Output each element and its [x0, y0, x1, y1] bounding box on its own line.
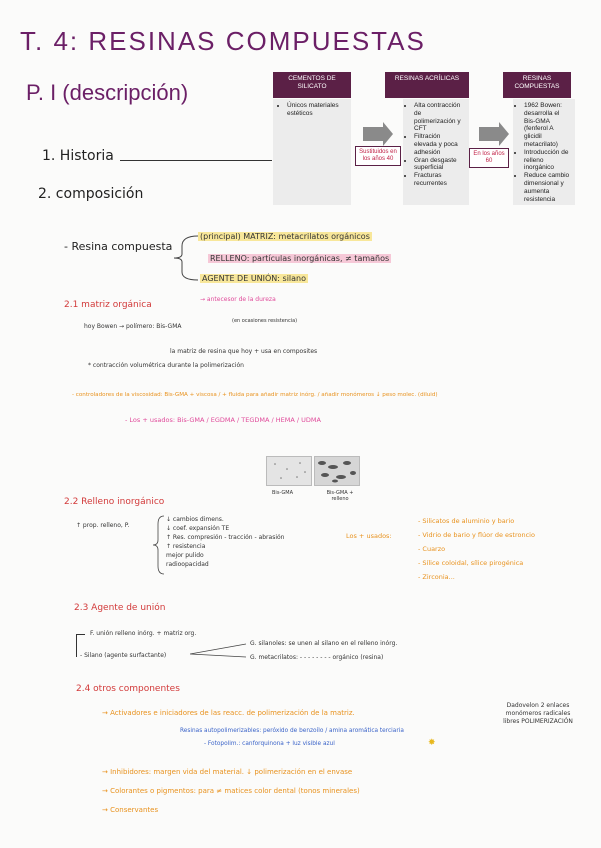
used-label: Los + usados: — [346, 532, 392, 540]
part-title: P. I (descripción) — [26, 80, 189, 105]
list-item: • Gran desgaste superficial — [414, 157, 464, 173]
image-caption: Bis-GMA — [272, 490, 294, 496]
note: (en ocasiones resistencia) — [232, 318, 298, 324]
page-title: T. 4: RESINAS COMPUESTAS — [20, 26, 426, 56]
table-col-compuestas — [513, 99, 575, 205]
list-item: • Filtración elevada y poca adhesión — [414, 133, 464, 156]
text-line: - controladores de la viscosidad: Bis-GMA + viscosa / + fluida para añadir matriz inórg. / añadir monómeros ↓ peso molec. (diluid) — [72, 392, 438, 398]
used-list — [418, 514, 535, 584]
text-line: la matriz de resina que hoy + usa en composites — [170, 348, 318, 355]
image-caption: Bis-GMA + relleno — [326, 490, 354, 502]
text-line: - Fotopolim.: canforquinona + luz visible azul — [204, 741, 335, 747]
light-icon: ✸ — [428, 738, 436, 748]
table-header-compuestas: RESINAS COMPUESTAS — [503, 72, 571, 98]
text-line: hoy Bowen → polímero: Bis-GMA — [84, 323, 182, 330]
list-item: • 1962 Bowen: desarrolla el Bis-GMA (fenferol A glicidil metacrilato) — [524, 102, 570, 149]
text-line: Resinas autopolimerizables: peróxido de benzoílo / amina aromática terciaria — [180, 728, 404, 734]
text-line: - Silano (agente surfactante) — [80, 652, 167, 659]
history-table — [273, 70, 579, 206]
list-item: - Vidrio de bario y flúor de estroncio — [418, 531, 535, 539]
list-item: - Silicatos de aluminio y bario — [418, 517, 515, 525]
list-item: • Alta contracción de polimerización y CFT — [414, 102, 464, 133]
text-line: - Los + usados: Bis-GMA / EGDMA / TEGDMA / HEMA / UDMA — [125, 416, 321, 424]
list-item: ↑ Res. compresión - tracción - abrasión — [166, 534, 285, 541]
composition-root: - Resina compuesta — [64, 240, 173, 253]
underline — [120, 160, 272, 161]
branch-relleno: RELLENO: partículas inorgánicas, ≠ tamaños — [210, 254, 390, 263]
heading-2-1: 2.1 matriz orgánica — [64, 300, 152, 310]
table-col-acrilicas — [403, 99, 469, 205]
heading-2-2: 2.2 Relleno inorgánico — [64, 497, 165, 507]
list-item: - Cuarzo — [418, 545, 446, 553]
list-item: ↓ coef. expansión TE — [166, 525, 230, 532]
branch-agente: AGENTE DE UNIÓN: silano — [202, 274, 307, 283]
list-item: ↑ resistencia — [166, 543, 206, 550]
microstructure-filled-image — [314, 456, 360, 486]
table-header-silicato: CEMENTOS DE SILICATO — [273, 72, 351, 98]
list-item: - Zirconia... — [418, 573, 455, 581]
relleno-effects-list — [166, 515, 284, 569]
microstructure-image — [266, 456, 312, 486]
index-composicion: 2. composición — [38, 186, 144, 202]
text-line: F. unión relleno inórg. + matriz org. — [90, 630, 197, 637]
arrow-icon — [363, 127, 383, 141]
list-item: ↓ cambios dimens. — [166, 516, 224, 523]
note: → antecesor de la dureza — [200, 296, 276, 303]
note: Dadovelon 2 enlaces monómeros radicales libres POLIMERIZACIÓN — [503, 702, 573, 725]
list-item: • Introducción de relleno inorgánico — [524, 149, 570, 172]
branch-matriz: (principal) MATRIZ: metacrilatos orgánicos — [200, 232, 370, 241]
list-item: • Únicos materiales estéticos — [287, 102, 346, 118]
arrow-icon — [479, 127, 499, 141]
text-line: → Activadores e iniciadores de las reacc. de polimerización de la matriz. — [102, 709, 355, 717]
text-line: → Colorantes o pigmentos: para ≠ matices color dental (tonos minerales) — [102, 787, 360, 795]
transition-box: Sustituidos en los años 40 — [355, 146, 401, 166]
table-col-silicato — [273, 99, 351, 205]
text-line: ↑ prop. relleno, P. — [76, 522, 130, 529]
brace-icon — [170, 232, 200, 284]
text-line: * contracción volumétrica durante la polimerización — [88, 362, 244, 369]
list-item: radioopacidad — [166, 561, 209, 568]
transition-box: En los años 60 — [469, 148, 509, 168]
text-line: → Conservantes — [102, 806, 159, 814]
text-line: G. silanoles: se unen al silano en el relleno inórg. — [250, 640, 398, 647]
heading-2-4: 2.4 otros componentes — [76, 684, 180, 694]
text-line: G. metacrilatos: - - - - - - - - orgánico (resina) — [250, 654, 384, 661]
index-historia: 1. Historia — [42, 148, 114, 164]
list-item: - Sílice coloidal, sílice pirogénica — [418, 559, 524, 567]
fork-icon — [190, 640, 250, 660]
brace-icon — [152, 514, 166, 576]
heading-2-3: 2.3 Agente de unión — [74, 603, 166, 613]
table-header-acrilicas: RESINAS ACRÍLICAS — [385, 72, 469, 98]
text-line: → Inhibidores: margen vida del material. ↓ polimerización en el envase — [102, 768, 353, 776]
list-item: mejor pulido — [166, 552, 204, 559]
list-item: • Fracturas recurrentes — [414, 172, 464, 188]
list-item: • Reduce cambio dimensional y aumenta resistencia — [524, 172, 570, 203]
